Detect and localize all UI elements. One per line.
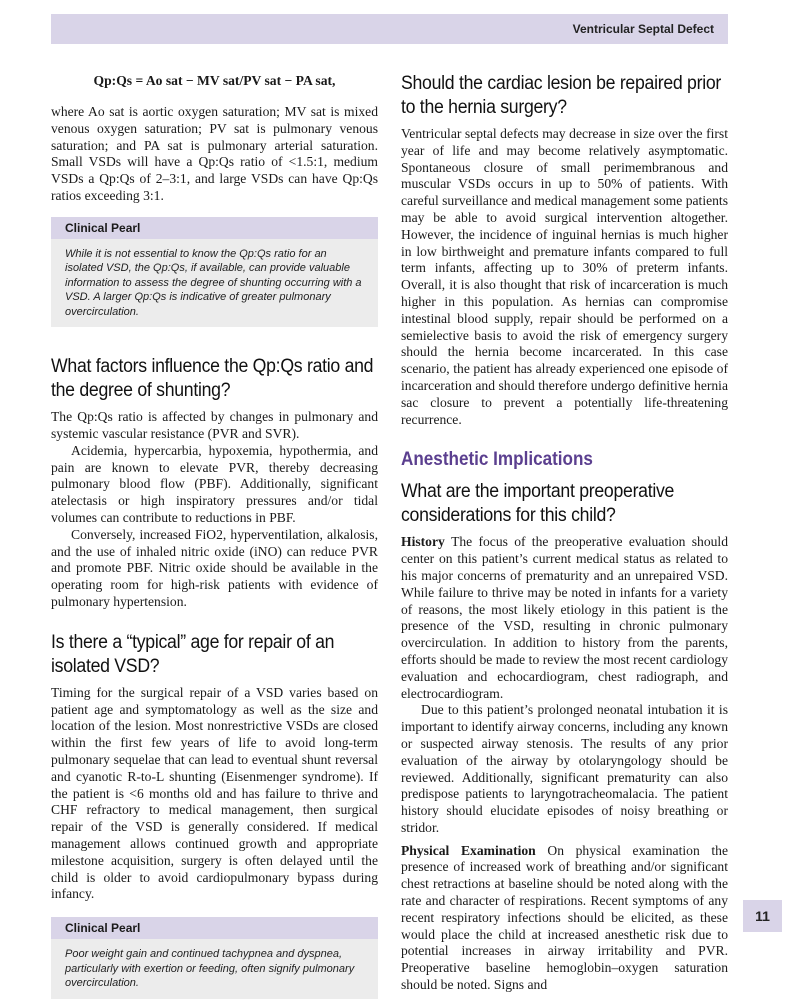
running-head bbox=[51, 14, 728, 44]
run-in-heading-exam: Physical Examination bbox=[401, 842, 548, 858]
clinical-pearl-text: While it is not essential to know the Qp:Qs ratio for an isolated VSD, the Qp:Qs, if available, can provide valuable information to assess the degree of shunting occurring with a VSD. A larger Qp:Qs is indicative of greater pulmonary overcirculation. bbox=[65, 247, 362, 318]
run-in-heading-history: History bbox=[401, 534, 452, 550]
paragraph bbox=[401, 534, 728, 702]
running-head-title: Ventricular Septal Defect bbox=[572, 22, 714, 36]
clinical-pearl-title: Clinical Pearl bbox=[51, 217, 378, 239]
question-heading: What factors influence the Qp:Qs ratio and the degree of shunting? bbox=[51, 356, 374, 402]
right-column bbox=[401, 72, 728, 994]
paragraph: Ventricular septal defects may decrease in size over the first year of life and may become relatively asymptomatic. Spontaneous closure of small perimembranous and muscular VSDs occurs in up to 50% of patients. With careful surveillance and medical management some patients may be able to avoid surgical intervention altogether. However, the incidence of inguinal hernias is much higher in low birthweight and premature infants compared to full term infants, affecting up to 30% of preterm infants. Overall, it is also thought that risk of incarceration is much higher in this population. As hernias can compromise intestinal blood supply, repair should be performed on a semielective basis to avoid the risk of emergency surgery should the hernia become incarcerated. In this case scenario, the patient has already experienced one episode of incarceration and should therefore undergo definitive hernia sac closure to prevent a potentially life-threatening recurrence. bbox=[401, 126, 728, 427]
clinical-pearl-title: Clinical Pearl bbox=[51, 917, 378, 939]
intro-paragraph: where Ao sat is aortic oxygen saturation; MV sat is mixed venous oxygen saturation; PV sat is pulmonary venous saturation; and PA sat is pulmonary arterial saturation. Small VSDs will have a Qp:Qs ratio of <1.5:1, medium VSDs a Qp:Qs of 2–3:1, and large VSDs can have Qp:Qs ratios exceeding 3:1. bbox=[51, 104, 378, 203]
paragraph: Timing for the surgical repair of a VSD varies based on patient age and symptomatology as well as the size and location of the lesion. Most nonrestrictive VSDs are closed within the first few years of life to avoid long-term pulmonary sequelae that can lead to eventual shunt reversal and cyanotic R-to-L shunting (Eisenmenger syndrome). If the patient is <6 months old and has failure to thrive and CHF refractory to medical management, then surgical repair of the VSD is generally considered. If medical management allows continued growth and appropriate milestone acquisition, surgery is often delayed until the child is older to avoid cardiopulmonary bypass during infancy. bbox=[51, 684, 378, 902]
formula: Qp:Qs = Ao sat − MV sat/PV sat − PA sat, bbox=[93, 73, 336, 88]
question-heading: Should the cardiac lesion be repaired prior to the hernia surgery? bbox=[401, 73, 722, 118]
paragraph: Acidemia, hypercarbia, hypoxemia, hypothermia, and pain are known to elevate PVR, thereby decreasing pulmonary blood flow (PBF). Additionally, significant atelectasis or high inspiratory pressures and/or tidal volumes can contribute to reductions in PBF. bbox=[51, 442, 378, 526]
paragraph: Due to this patient’s prolonged neonatal intubation it is important to identify airway concerns, including any known or suspected airway stenosis. The results of any prior evaluation of the airway by otolaryngology should be reviewed. Additionally, significant prematurity can also predispose patients to laryngotracheomalacia. The patient history should elucidate episodes of noisy breathing or stridor. bbox=[401, 702, 728, 835]
page-number: 11 bbox=[743, 900, 782, 932]
paragraph bbox=[401, 843, 728, 994]
paragraph: Conversely, increased FiO2, hyperventilation, alkalosis, and the use of inhaled nitric oxide (iNO) can reduce PVR and promote PBF. Nitric oxide should be available in the operating room for high-risk patients with evidence of pulmonary hypertension. bbox=[51, 526, 378, 610]
left-column bbox=[51, 72, 378, 999]
section-heading: Anesthetic Implications bbox=[401, 449, 593, 471]
paragraph-text: On physical examination the presence of increased work of breathing and/or significant chest retractions at baseline should be noted along with the rate and character of respirations. Recent symptoms of any recent respiratory infections should be elicited, as these would place the child at increased anesthetic risk due to potential increases in airway irritability and PVR. Preoperative baseline hemoglobin–oxygen saturation should be noted. Signs and bbox=[401, 842, 728, 993]
question-heading: Is there a “typical” age for repair of an isolated VSD? bbox=[51, 631, 335, 677]
paragraph: The Qp:Qs ratio is affected by changes in pulmonary and systemic vascular resistance (PVR and SVR). bbox=[51, 409, 378, 442]
clinical-pearl-text: Poor weight gain and continued tachypnea and dyspnea, particularly with exertion or feeding, often signify pulmonary overcirculation. bbox=[65, 948, 355, 990]
clinical-pearl-box bbox=[51, 917, 378, 999]
question-heading: What are the important preoperative considerations for this child? bbox=[401, 481, 675, 527]
paragraph-text: The focus of the preoperative evaluation should center on this patient’s current medical status as related to his major concerns of prematurity and an unrepaired VSD. While failure to thrive may be noted in infants for a variety of reasons, the most likely etiology in this patient is the presence of the VSD, resulting in chronic pulmonary overcirculation. In addition to history from the parents, efforts should be made to review the most recent cardiology evaluation and echocardiogram, chest radiograph, and electrocardiogram. bbox=[401, 534, 729, 701]
clinical-pearl-box bbox=[51, 217, 378, 328]
